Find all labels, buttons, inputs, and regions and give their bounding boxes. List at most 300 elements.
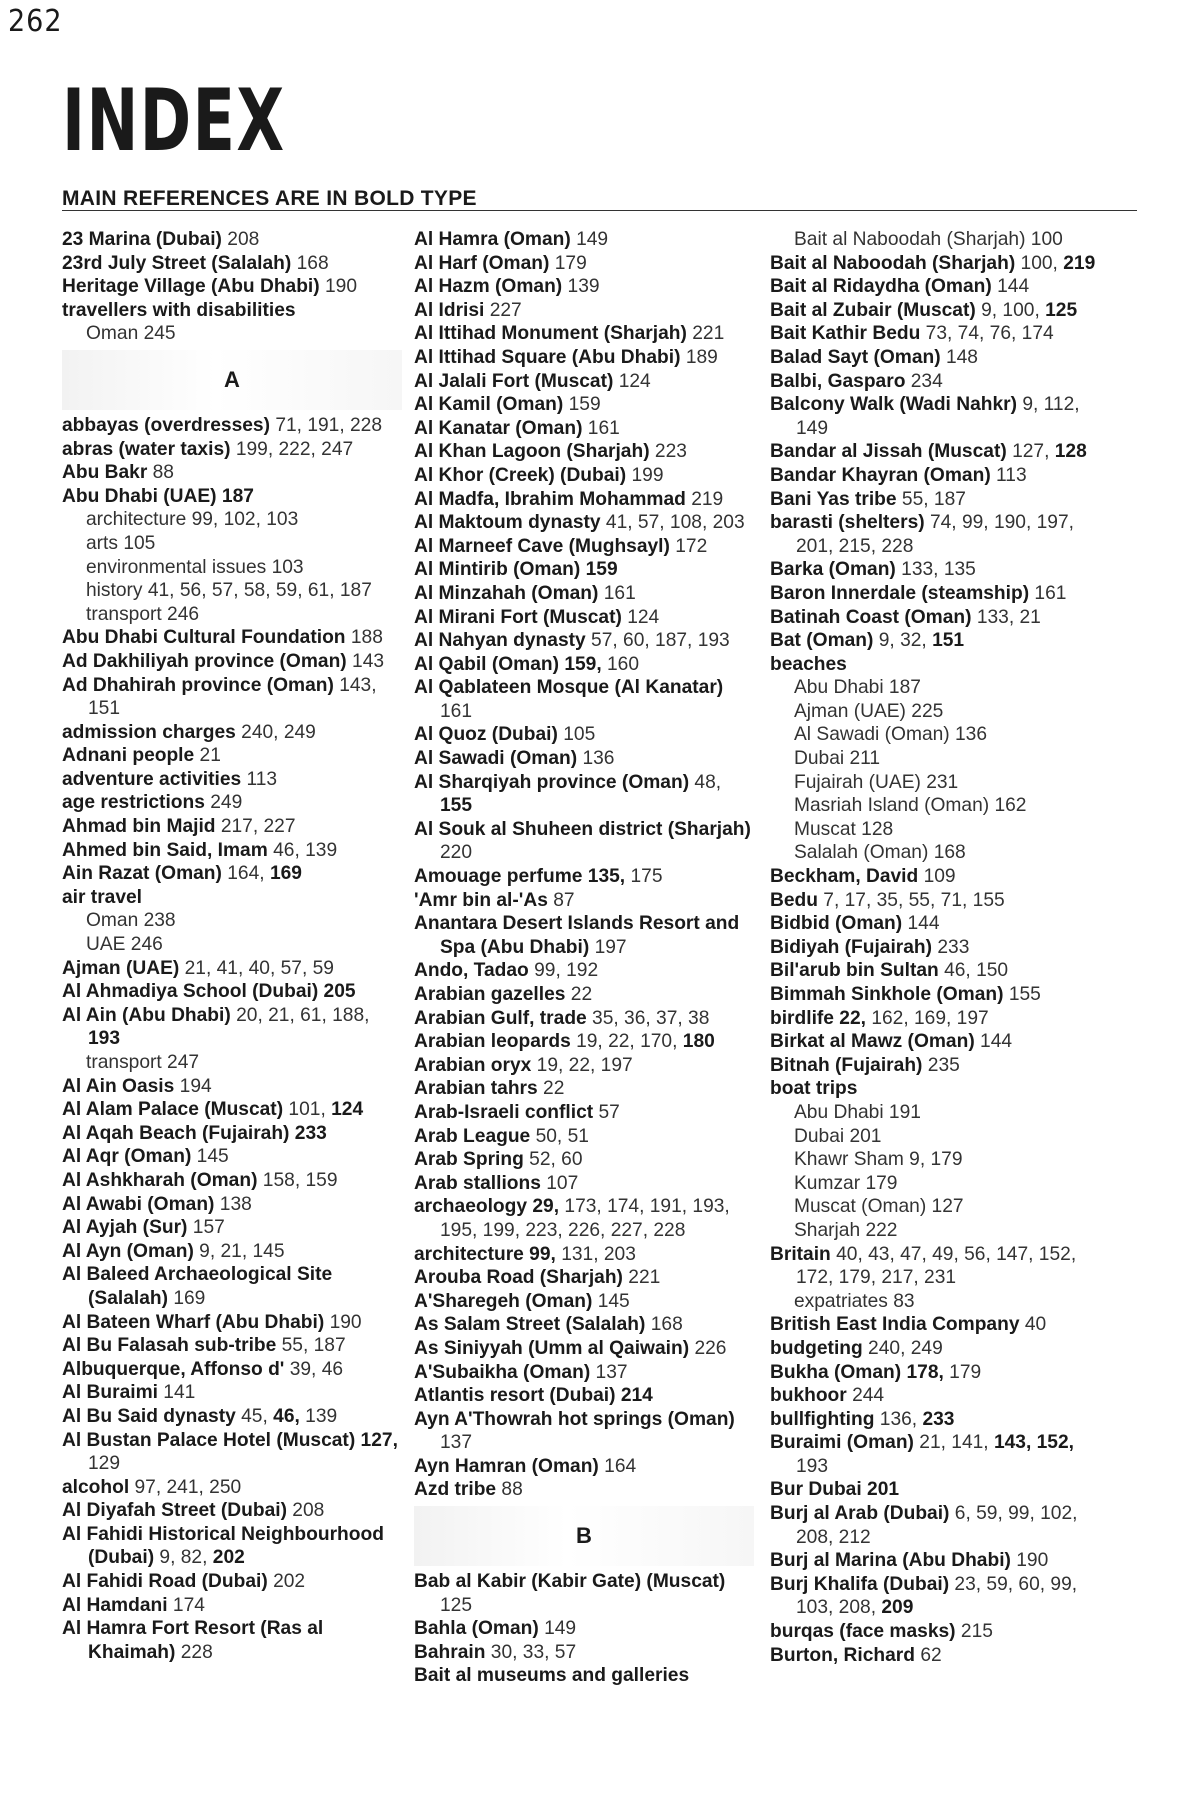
entry-heading: Al Idrisi [414,299,485,321]
entry-pages: 109 [918,866,956,888]
index-entry [62,1122,402,1146]
index-entry [770,1337,1110,1361]
index-subentry [62,603,402,627]
entry-heading: Adnani people [62,745,195,767]
entry-heading: Albuquerque, Affonso d' [62,1358,285,1380]
entry-heading: Al Ittihad Monument (Sharjah) [414,323,687,345]
entry-pages: 46, 139 [267,839,338,861]
entry-pages: 125 [440,1594,473,1616]
entry-pages: 139 [562,276,600,298]
entry-heading: Anantara Desert Islands Resort and Spa (Abu Dhabi) [414,913,740,958]
index-entry [770,252,1110,276]
entry-heading: As Siniyyah (Umm al Qaiwain) [414,1337,690,1359]
index-entry [62,1263,402,1310]
entry-pages: 48, [689,771,722,793]
index-entry [62,791,402,815]
entry-pages: 144 [902,913,940,935]
index-entry [414,299,754,323]
entry-pages: 227 [484,299,522,321]
entry-pages: 124 [613,370,651,392]
entry-heading: Batinah Coast (Oman) [770,606,972,628]
entry-pages: 208 [286,1500,325,1522]
index-subentry [770,794,1110,818]
entry-pages: 240, 249 [235,721,316,743]
entry-main-pages: 155 [440,795,473,817]
index-entry [414,723,754,747]
entry-pages: 159 [563,394,601,416]
index-entry [414,1054,754,1078]
index-subentry [770,841,1110,865]
entry-pages: 155 [1003,984,1041,1005]
index-entry [414,393,754,417]
header-rule [62,210,1137,211]
entry-heading: Al Maktoum dynasty [414,512,601,534]
entry-heading: Bait al Naboodah (Sharjah) [770,252,1016,274]
entry-pages: 221 [686,323,725,345]
entry-pages: Masriah Island (Oman) 162 [794,795,1027,817]
index-entry [770,346,1110,370]
entry-pages: 40 [1019,1314,1047,1336]
entry-heading: Al Bu Falasah sub-tribe [62,1335,277,1357]
entry-heading: adventure activities [62,768,242,790]
index-entry [770,1549,1110,1573]
entry-pages: 144 [974,1031,1013,1053]
entry-heading: Al Bu Said dynasty [62,1405,236,1427]
section-letter: A [62,350,402,410]
entry-main-pages: 124 [325,1099,364,1121]
entry-main-pages: 205 [318,981,356,1003]
entry-main-pages: 219 [1057,252,1096,274]
entry-main-pages: 135, [582,866,626,888]
entry-pages-extra: 131, 203 [555,1243,636,1265]
entry-heading: Al Nahyan dynasty [414,630,586,652]
entry-pages: 46, 150 [938,960,1009,982]
entry-pages: architecture 99, 102, 103 [86,509,299,531]
entry-pages: 20, 21, 61, 188, [230,1004,370,1026]
entry-heading: barasti (shelters) [770,512,925,534]
entry-pages: 244 [846,1385,885,1407]
entry-heading: A'Subaikha (Oman) [414,1361,591,1383]
index-subentry [770,1148,1110,1172]
entry-pages: Bait al Naboodah (Sharjah) 100 [794,229,1063,250]
index-entry [770,558,1110,582]
index-subentry [62,909,402,933]
entry-heading: Al Souk al Shuheen district (Sharjah) [414,818,751,840]
entry-pages: 136 [577,748,615,770]
entry-main-pages: 187 [216,485,254,507]
entry-heading: burqas (face masks) [770,1621,956,1643]
index-entry [770,1502,1110,1549]
page-title: INDEX [62,71,286,171]
index-entry [414,653,754,677]
entry-heading: age restrictions [62,792,205,814]
index-entry [62,744,402,768]
index-entry [770,606,1110,630]
entry-pages: 179 [549,252,587,274]
index-entry [414,1266,754,1290]
entry-pages: environmental issues 103 [86,556,304,578]
entry-pages: 144 [991,276,1030,298]
index-entry [414,629,754,653]
entry-heading: Balbi, Gasparo [770,370,906,392]
entry-pages: 52, 60 [523,1149,583,1171]
index-entry [414,558,754,582]
entry-pages: 145 [191,1146,229,1168]
index-entry [62,862,402,886]
entry-heading: Al Fahidi Road (Dubai) [62,1571,268,1593]
index-entry [414,676,754,723]
entry-pages: 88 [147,462,174,484]
index-subentry [770,1172,1110,1196]
index-entry [770,1030,1110,1054]
entry-heading: architecture [414,1243,524,1265]
entry-main-pages: 159, [558,653,602,675]
index-entry [62,650,402,674]
entry-heading: Al Hamdani [62,1594,168,1616]
index-entry [414,275,754,299]
index-entry [62,1334,402,1358]
entry-heading: Al Madfa, Ibrahim Mohammad [414,488,686,510]
entry-heading: Amouage perfume [414,866,583,888]
index-entry [62,275,402,299]
entry-pages: 215 [955,1621,993,1643]
entry-pages: transport 247 [86,1052,200,1073]
entry-heading: Bidbid (Oman) [770,913,903,935]
entry-heading: Al Aqr (Oman) [62,1146,192,1168]
entry-heading: Arouba Road (Sharjah) [414,1267,623,1289]
entry-main-pages: 169 [264,863,302,885]
entry-pages: 168 [645,1314,683,1336]
entry-main-pages: 193 [88,1028,121,1050]
entry-heading: Arab-Israeli conflict [414,1101,594,1123]
entry-pages: 133, 135 [895,559,976,581]
entry-heading: Arabian oryx [414,1054,532,1076]
index-entry [770,936,1110,960]
entry-heading: Atlantis resort (Dubai) [414,1385,616,1407]
entry-pages: 97, 241, 250 [129,1476,242,1498]
index-subentry [770,1290,1110,1314]
index-entry [414,1290,754,1314]
entry-heading: Ahmed bin Said, Imam [62,839,268,861]
entry-heading: Al Ittihad Square (Abu Dhabi) [414,346,681,368]
index-entry [414,488,754,512]
entry-heading: bullfighting [770,1408,875,1430]
entry-pages: expatriates 83 [794,1290,915,1312]
entry-heading: Ad Dakhiliyah province (Oman) [62,650,347,672]
entry-heading: Ando, Tadao [414,960,529,982]
index-column-1 [62,228,402,1664]
index-entry [770,865,1110,889]
entry-pages-extra: 179 [943,1361,982,1383]
entry-heading: Al Ahmadiya School (Dubai) [62,981,319,1003]
entry-pages: 113 [241,768,278,790]
entry-pages: Abu Dhabi 191 [794,1101,921,1123]
entry-heading: Bur Dubai [770,1479,862,1501]
index-entry [770,299,1110,323]
entry-heading: boat trips [770,1078,858,1100]
entry-pages: 226 [689,1337,727,1359]
index-entry [414,1617,754,1641]
index-entry [62,1405,402,1429]
entry-pages: 190 [319,276,358,298]
entry-heading: Bait al museums and galleries [414,1665,690,1687]
index-entry [414,417,754,441]
index-entry [62,626,402,650]
entry-heading: Bimmah Sinkhole (Oman) [770,984,1004,1005]
index-entry [770,1620,1110,1644]
entry-heading: Ain Razat (Oman) [62,863,222,885]
entry-heading: Arabian leopards [414,1031,571,1053]
entry-pages: 149 [570,229,609,250]
entry-heading: Burj al Arab (Dubai) [770,1503,950,1525]
entry-pages: UAE 246 [86,934,163,956]
entry-pages: 100, [1015,252,1058,274]
entry-heading: Al Harf (Oman) [414,252,550,274]
entry-main-pages: 128 [1049,441,1087,463]
entry-heading: Azd tribe [414,1479,497,1501]
entry-heading: Bukha (Oman) [770,1361,902,1383]
entry-heading: 'Amr bin al-'As [414,889,548,911]
entry-pages: 6, 59, 99, 102, 208, 212 [796,1503,1078,1548]
index-entry [62,674,402,721]
entry-heading: bukhoor [770,1385,847,1407]
entry-heading: Al Ashkharah (Oman) [62,1169,258,1191]
entry-heading: Al Sharqiyah province (Oman) [414,771,690,793]
index-entry [414,1384,754,1408]
entry-heading: air travel [62,886,143,908]
entry-pages: 190 [324,1311,362,1333]
index-entry [414,1243,754,1267]
entry-pages: 62 [914,1644,942,1666]
entry-pages: 189 [680,346,718,368]
entry-heading: Bandar Khayran (Oman) [770,464,991,486]
index-subentry [770,676,1110,700]
entry-pages: 149 [538,1618,577,1640]
entry-heading: budgeting [770,1337,863,1359]
index-entry [414,1125,754,1149]
index-entry [62,1169,402,1193]
entry-heading: Al Sawadi (Oman) [414,748,578,770]
entry-heading: British East India Company [770,1314,1020,1336]
entry-pages: 188 [345,627,383,649]
index-entry [62,438,402,462]
index-entry [770,370,1110,394]
entry-heading: Bidiyah (Fujairah) [770,936,933,958]
entry-heading: Abu Bakr [62,462,148,484]
entry-heading: Bedu [770,889,818,911]
entry-pages: 74, 99, 190, 197, 201, 215, 228 [796,512,1074,557]
entry-pages: 9, 21, 145 [193,1240,285,1262]
index-entry [62,1004,402,1051]
entry-main-pages: 151 [926,630,965,652]
entry-pages-extra: 193 [796,1455,829,1477]
index-entry [770,464,1110,488]
entry-heading: Al Ain Oasis [62,1075,175,1097]
index-entry [414,983,754,1007]
entry-pages: 137 [440,1432,473,1454]
entry-pages: 88 [496,1479,523,1501]
index-entry [62,1075,402,1099]
entry-pages: Salalah (Oman) 168 [794,842,966,864]
index-entry [62,1240,402,1264]
index-subentry [62,556,402,580]
index-entry [62,1381,402,1405]
entry-heading: Al Qabil (Oman) [414,653,559,675]
index-entry [414,1664,754,1688]
entry-pages: Dubai 211 [794,748,881,770]
entry-main-pages: 202 [207,1547,245,1569]
entry-heading: Al Hazm (Oman) [414,276,563,298]
index-entry [62,485,402,509]
entry-heading: Arabian gazelles [414,984,566,1005]
entry-pages: 22 [537,1078,565,1100]
entry-pages: 168 [291,252,329,274]
entry-pages: Fujairah (UAE) 231 [794,771,959,793]
entry-pages: 158, 159 [257,1169,338,1191]
index-entry [62,252,402,276]
entry-heading: 23rd July Street (Salalah) [62,252,292,274]
entry-pages: 21, 141, [913,1432,989,1454]
index-entry [414,1077,754,1101]
entry-main-pages: 178, [901,1361,944,1383]
entry-heading: Barka (Oman) [770,559,896,581]
entry-pages: 169 [167,1287,206,1309]
index-subentry [770,1195,1110,1219]
entry-main-pages: 46, [267,1405,300,1427]
entry-pages: 199 [626,464,664,486]
index-entry [62,1570,402,1594]
index-subentry [62,532,402,556]
entry-pages: Muscat (Oman) 127 [794,1196,964,1218]
entry-heading: Al Quoz (Dubai) [414,724,558,746]
entry-main-pages: 209 [876,1597,914,1619]
entry-pages: 113 [990,464,1027,486]
entry-heading: beaches [770,653,847,675]
entry-heading: Al Baleed Archaeological Site (Salalah) [62,1264,333,1309]
entry-pages: 235 [922,1054,960,1076]
entry-heading: Ajman (UAE) [62,957,180,979]
entry-heading: Bandar al Jissah (Muscat) [770,441,1007,463]
entry-heading: Bahla (Oman) [414,1618,539,1640]
index-entry [62,299,402,323]
entry-heading: Bani Yas tribe [770,488,897,510]
index-subentry [770,1219,1110,1243]
entry-pages: 133, 21 [971,606,1041,628]
index-entry [414,865,754,889]
entry-pages: Al Sawadi (Oman) 136 [794,724,988,746]
entry-pages: 161 [598,582,636,604]
index-entry [770,912,1110,936]
index-entry [414,1570,754,1617]
entry-pages: 234 [905,370,943,392]
entry-main-pages: 214 [615,1385,653,1407]
entry-pages: 50, 51 [530,1125,589,1147]
index-entry [770,275,1110,299]
index-entry [770,1384,1110,1408]
index-entry [770,629,1110,653]
entry-pages: 99, 192 [528,960,599,982]
entry-heading: Al Mintirib (Oman) [414,559,581,581]
entry-pages: 174 [167,1594,205,1616]
entry-heading: Bahrain [414,1641,486,1663]
index-entry [414,1455,754,1479]
index-entry [62,1098,402,1122]
entry-pages: 138 [214,1193,252,1215]
index-entry [414,1408,754,1455]
index-entry [770,1478,1110,1502]
entry-pages: 55, 187 [276,1335,346,1357]
entry-heading: Al Bateen Wharf (Abu Dhabi) [62,1311,325,1333]
entry-heading: Al Khan Lagoon (Sharjah) [414,441,650,463]
entry-pages: 35, 36, 37, 38 [586,1007,710,1029]
entry-heading: archaeology [414,1196,528,1218]
entry-pages: Dubai 201 [794,1125,882,1147]
entry-pages: 220 [440,842,473,864]
entry-pages: 9, 100, [975,299,1040,321]
index-subentry [770,700,1110,724]
entry-heading: Balcony Walk (Wadi Nahkr) [770,394,1017,416]
index-entry [414,959,754,983]
entry-pages: Kumzar 179 [794,1172,898,1194]
entry-pages: 190 [1010,1550,1049,1572]
index-entry [414,535,754,559]
index-entry [414,582,754,606]
index-entry [414,1101,754,1125]
page-number: 262 [8,4,63,39]
entry-heading: Al Kanatar (Oman) [414,417,583,439]
index-subentry [770,1101,1110,1125]
entry-pages: 136, [874,1408,918,1430]
entry-heading: As Salam Street (Salalah) [414,1314,646,1336]
entry-pages: 217, 227 [215,816,296,838]
entry-pages: 157 [187,1217,225,1239]
index-entry [770,1077,1110,1101]
entry-heading: Balad Sayt (Oman) [770,346,941,368]
index-entry [770,582,1110,606]
entry-heading: Bait al Zubair (Muscat) [770,299,976,321]
index-entry [414,322,754,346]
index-entry [414,1313,754,1337]
entry-heading: Ayn A'Thowrah hot springs (Oman) [414,1408,735,1430]
entry-pages: 228 [175,1641,213,1663]
entry-pages: 55, 187 [896,488,966,510]
index-entry [62,815,402,839]
entry-pages: 172 [669,535,708,557]
index-entry [62,1145,402,1169]
entry-pages: 19, 22, 197 [531,1054,633,1076]
entry-main-pages: 201 [861,1479,900,1501]
entry-heading: Al Hamra (Oman) [414,229,571,250]
entry-pages: 249 [204,792,243,814]
entry-heading: Bitnah (Fujairah) [770,1054,923,1076]
index-entry [414,228,754,252]
index-entry [414,912,754,959]
entry-pages: 148 [940,346,978,368]
entry-pages: 22 [565,984,593,1005]
index-column-3 [770,228,1110,1667]
index-subentry [62,1051,402,1075]
index-entry [770,440,1110,464]
index-entry [770,1431,1110,1478]
entry-pages: 143, 151 [88,674,377,720]
entry-pages: 223 [649,441,687,463]
entry-pages: 21, 41, 40, 57, 59 [179,957,334,979]
entry-heading: Al Ayjah (Sur) [62,1217,188,1239]
index-entry [414,771,754,818]
entry-heading: Al Ayn (Oman) [62,1240,194,1262]
entry-main-pages: 233 [289,1122,327,1144]
entry-heading: Al Ain (Abu Dhabi) [62,1004,231,1026]
